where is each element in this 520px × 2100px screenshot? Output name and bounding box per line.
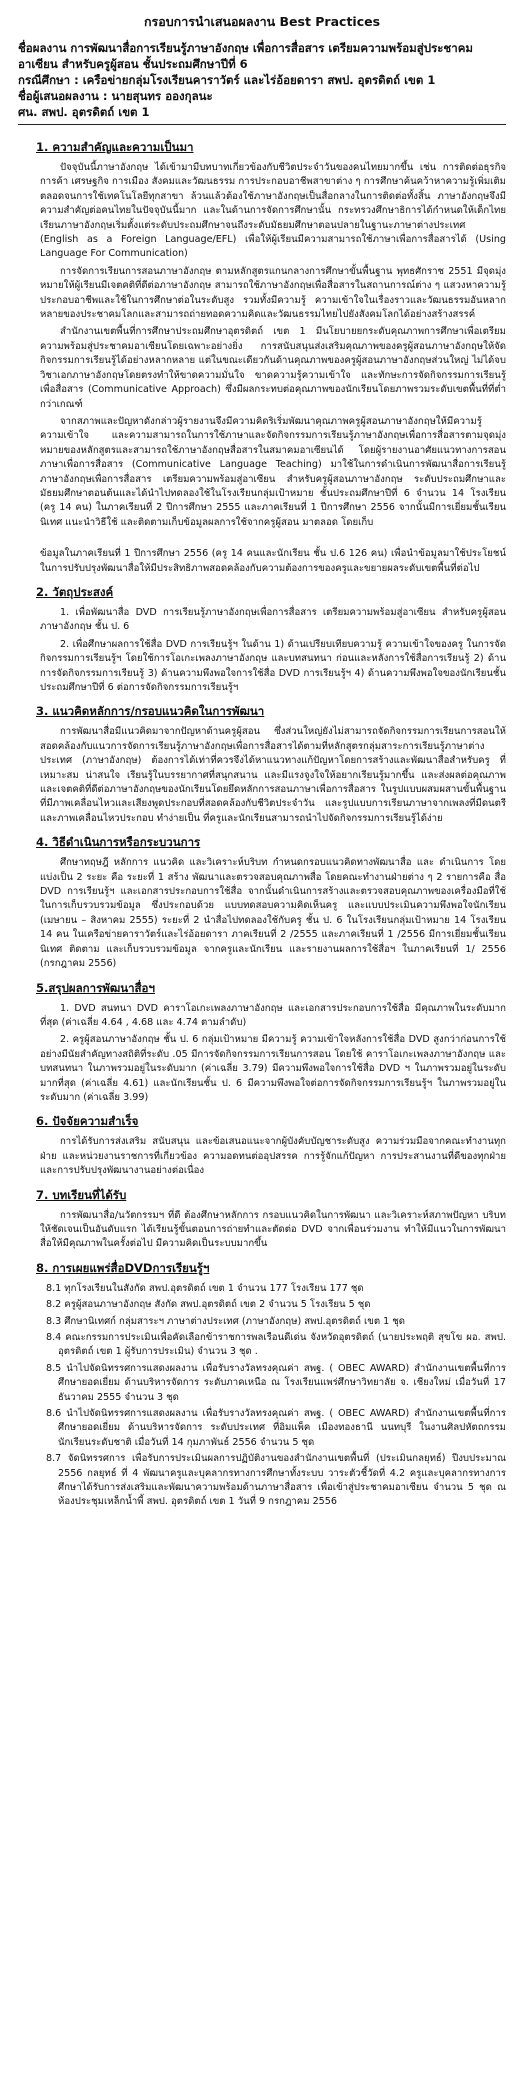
presenter-name: ชื่อผู้เสนอผลงาน : นายสุนทร อองกุลนะ [18, 89, 213, 103]
header-divider [18, 124, 506, 125]
section-results [36, 980, 506, 1106]
dissemination-item: 8.6 นำไปจัดนิทรรศการแสดงผลงาน เพื่อรับรางวัลทรงคุณค่า สพฐ. ( OBEC AWARD) สำนักงานเขตพื้นที่การศึกษายอดเยี่ยม ด้านบริหารจัดการ ระดับประเทศ ที่อิมแพ็ค เมืองทองธานี นนทบุรี ในงานศิลปหัตถกรรมนักเรียนระดับชาติ เมื่อวันที่ 14 กุมภาพันธ์ 2556 จำนวน 5 ชุด [46, 1408, 506, 1448]
section-dissemination [36, 1260, 506, 1510]
paragraph: ปัจจุบันนี้ภาษาอังกฤษ ได้เข้ามามีบทบาทเกี่ยวข้องกับชีวิตประจำวันของคนไทยมากขึ้น เช่น การติดต่อธุรกิจการค้า เศรษฐกิจ การเมือง สังคมและวัฒนธรรม การประกอบอาชีพสาขาต่าง ๆ การศึกษาค้นคว้าหาความรู้เพิ่มเติม ตลอดจนการใช้เทคโนโลยีทุกสาขา ล้วนแล้วต้องใช้ภาษาอังกฤษเป็นสื่อกลางในการติดต่อทั้งสิ้น ภาษาอังกฤษจึงมีความสำคัญต่อคนไทยในปัจจุบันนี้มาก และในด้านการจัดการศึกษานั้น กระทรวงศึกษาธิการได้กำหนดให้เด็กไทยเรียนภาษาอังกฤษเริ่มตั้งแต่ระดับประถมศึกษาจนถึงระดับมัธยมศึกษาตอนปลายในฐานะภาษาต่างประเทศ (English as a Foreign Language/EFL) เพื่อให้ผู้เรียนมีความสามารถใช้ภาษาเพื่อการสื่อสารได้ (Using Language For Communication) [40, 162, 506, 260]
dissemination-item: 8.7 จัดนิทรรศการ เพื่อรับการประเมินผลการปฏิบัติงานของสำนักงานเขตพื้นที่ (ประเมินกลยุทธ์) ปีงบประมาณ 2556 กลยุทธ์ ที่ 4 พัฒนาครูและบุคลากรทางการศึกษาทั้งระบบ วาระตัวชี้วัดที่ 4.2 ครูและบุคลากรทางการศึกษาได้รับการส่งเสริมและพัฒนาความพร้อมด้านภาษาสื่อสาร เพื่อเข้าสู่ประชาคมอาเซียน จำนวน 5 ชุด ณ ห้องประชุมเหล็กน้ำพี้ สพป. อุตรดิตถ์ เขต 1 วันที่ 9 กรกฎาคม 2556 [46, 1453, 506, 1508]
section-heading: 7. บทเรียนที่ได้รับ [36, 1187, 127, 1202]
dissemination-item: 8.4 คณะกรรมการประเมินเพื่อคัดเลือกข้าราชการพลเรือนดีเด่น จังหวัดอุตรดิตถ์ (นายประพฤติ สุขโข ผอ. สพป. อุตรดิตถ์ เขต 1 ผู้รับการประเมิน) จำนวน 3 ชุด . [46, 1332, 506, 1358]
paragraph: การพัฒนาสื่อมีแนวคิดมาจากปัญหาด้านครูผู้สอน ซึ่งส่วนใหญ่ยังไม่สามารถจัดกิจกรรมการเรียนการสอนให้สอดคล้องกับแนวการจัดการเรียนรู้ภาษาอังกฤษเพื่อการสื่อสารได้ตามที่หลักสูตรกลุ่มสาระการเรียนรู้ภาษาต่างประเทศ (ภาษาอังกฤษ) ต้องการได้เท่าที่ควรจึงได้หาแนวทางแก้ปัญหาโดยการสร้างและพัฒนาสื่อสำหรับครู ที่เหมาะสม น่าสนใจ เรียนรู้ในบรรยากาศที่สนุกสนาน และมีแรงจูงใจให้อยากเรียนรู้มากขึ้น และส่งผลต่อคุณภาพและเจตคติที่ดีต่อภาษาอังกฤษของนักเรียนโดยยึดหลักการสอนภาษาเพื่อการสื่อสาร ในรูปแบบผสมผสานขั้นพื้นฐาน ที่มีภาพเคลื่อนไหวและเสียงพูดประกอบที่สอดคล้องกับชีวิตประจำวัน และรูปแบบการเรียนภาษาจากเพลงที่มีดนตรีและภาพเคลื่อนไหวประกอบ ทำง่ายเป็น ที่ครูและนักเรียนสามารถนำไปจัดกิจกรรมการเรียนรู้ได้ง่าย [40, 726, 506, 824]
form-title: กรอบการนำเสนอผลงาน Best Practices [143, 14, 381, 29]
section-heading: 4. วิธีดำเนินการหรือกระบวนการ [36, 835, 201, 850]
presenter-office: ศน. สพป. อุตรดิตถ์ เขต 1 [18, 105, 150, 119]
section-importance [36, 139, 506, 576]
result-item: 2. ครูผู้สอนภาษาอังกฤษ ชั้น ป. 6 กลุ่มเป้าหมาย มีความรู้ ความเข้าใจหลังการใช้สื่อ DVD สูงกว่าก่อนการใช้อย่างมีนัยสำคัญทางสถิติที่ระดับ .05 มีการจัดกิจกรรมการเรียนการสอน โดยใช้ คาราโอเกะเพลงภาษาอังกฤษ และบทสนทนา ในภาพรวมอยู่ในระดับมาก (ค่าเฉลี่ย 3.79) มีความพึงพอใจการใช้สื่อ DVD ฯ ในภาพรวมอยู่ในระดับมากที่สุด (ค่าเฉลี่ย 4.61) และนักเรียนชั้น ป. 6 มีความพึงพอใจต่อการจัดกิจกรรมการเรียนรู้ฯ ในภาพรวมอยู่ในระดับมาก (ค่าเฉลี่ย 3.99) [40, 1034, 506, 1103]
case-study: กรณีศึกษา : เครือข่ายกลุ่มโรงเรียนคาราวัตร์ และไร่อ้อยดารา สพป. อุตรดิตถ์ เขต 1 [18, 73, 436, 87]
section-heading: 3. แนวคิดหลักการ/กรอบแนวคิดในการพัฒนา [36, 704, 265, 719]
section-heading: 6. ปัจจัยความสำเร็จ [36, 1114, 139, 1129]
paragraph: การพัฒนาสื่อ/นวัตกรรมฯ ที่ดี ต้องศึกษาหลักการ กรอบแนวคิดในการพัฒนา และวิเคราะห์สภาพปัญหา บริบทให้ชัดเจนเป็นอันดับแรก ได้เรียนรู้ขั้นตอนการถ่ายทำและตัดต่อ DVD จากเพื่อนร่วมงาน ทำให้มีแนวในการพัฒนาสื่อให้มีคุณภาพในครั้งต่อไป มีความคิดเป็นระบบมากขึ้น [40, 1209, 506, 1250]
paragraph: ศึกษาทฤษฎี หลักการ แนวคิด และวิเคราะห์บริบท กำหนดกรอบแนวคิดทางพัฒนาสื่อ และ ดำเนินการ โดย แบ่งเป็น 2 ระยะ คือ ระยะที่ 1 สร้าง พัฒนาและตรวจสอบคุณภาพสื่อ โดยคณะทำงานฝ่ายต่าง ๆ 2 รายการคือ สื่อ DVD การเรียนรู้ฯ และเอกสารประกอบการใช้สื่อ จากนั้นดำเนินการสร้างและตรวจสอบคุณภาพของเครื่องมือที่ใช้ในการเก็บรวบรวมข้อมูล ซึ่งประกอบด้วย แบบทดสอบความคิดเห็นครู และแบบประเมินความพึงพอใจนักเรียน (เมษายน – สิงหาคม 2555) ระยะที่ 2 นำสื่อไปทดลองใช้กับครู ชั้น ป. 6 ในโรงเรียนกลุ่มเป้าหมาย 14 โรงเรียน 14 คน ในเครือข่ายคาราวัตร์และไร่อ้อยดารา ภาคเรียนที่ 2 /2555 และภาคเรียนที่ 1 /2556 มีการเยี่ยมชั้นเรียน นิเทศ ติดตาม และเก็บรวบรวมข้อมูล จากครูและนักเรียน และรายงานผลการใช้สื่อฯ ในภาคเรียนที่ 1/ 2556 (กรกฎาคม 2556) [40, 857, 506, 970]
objective-item: 1. เพื่อพัฒนาสื่อ DVD การเรียนรู้ภาษาอังกฤษเพื่อการสื่อสาร เตรียมความพร้อมสู่อาเซียน สำหรับครูผู้สอนภาษาอังกฤษ ชั้น ป. 6 [40, 606, 506, 633]
section-lessons [36, 1187, 506, 1252]
section-heading: 1. ความสำคัญและความเป็นมา [36, 140, 194, 154]
section-heading: 5.สรุปผลการพัฒนาสื่อฯ [36, 980, 155, 995]
section-heading: 2. วัตถุประสงค์ [36, 584, 114, 599]
section-heading: 8. การเผยแพร่สื่อDVDการเรียนรู้ฯ [36, 1260, 210, 1275]
section-objectives [36, 584, 506, 695]
dissemination-item: 8.5 นำไปจัดนิทรรศการแสดงผลงาน เพื่อรับรางวัลทรงคุณค่า สพฐ. ( OBEC AWARD) สำนักงานเขตพื้นที่การศึกษายอดเยี่ยม ด้านบริหารจัดการ ระดับภาคเหนือ ณ โรงเรียนแพร่ศึกษาวิทยาลัย จ. เชียงใหม่ เมื่อวันที่ 17 ธันวาคม 2555 จำนวน 3 ชุด [46, 1362, 506, 1403]
dissemination-item: 8.2 ครูผู้สอนภาษาอังกฤษ สังกัด สพป.อุตรดิตถ์ เขต 2 จำนวน 5 โรงเรียน 5 ชุด [46, 1299, 371, 1311]
paragraph: จากสภาพและปัญหาดังกล่าวผู้รายงานจึงมีความคิดริเริ่มพัฒนาคุณภาพครูผู้สอนภาษาอังกฤษให้มีความรู้ ความเข้าใจ และความสามารถในการใช้ภาษาและจัดกิจกรรมการเรียนรู้ภาษาอังกฤษเพื่อการสื่อสารตามจุดมุ่งหมายของหลักสูตรและสามารถใช้ภาษาอังกฤษสื่อสารในสมาคมอาเซียนได้ โดยผู้รายงานอาศัยแนวทางการสอนภาษาเพื่อการสื่อสาร (Communicative Language Teaching) มาใช้ในการดำเนินการพัฒนาสื่อการเรียนรู้ภาษาอังกฤษเพื่อการสื่อสาร เตรียมความพร้อมสู่อาเซียน สำหรับครูผู้สอนภาษาอังกฤษ ระดับประถมศึกษาและมัธยมศึกษาตอนต้นและได้นำไปทดลองใช้ในโรงเรียนกลุ่มเป้าหมาย ชั้นประถมศึกษาปีที่ 6 จำนวน 14 โรงเรียน (ครู 14 คน) ในภาคเรียนที่ 2 ปีการศึกษา 2555 และภาคเรียนที่ 1 ปีการศึกษา 2556 จากนั้นมีการเยี่ยมชั้นเรียน นิเทศ แนะนำวิธีใช้ และติดตามเก็บข้อมูลผลการใช้จากครูผู้สอน มาตลอด โดยเก็บ [40, 415, 506, 528]
work-name: ชื่อผลงาน การพัฒนาสื่อการเรียนรู้ภาษาอังกฤษ เพื่อการสื่อสาร เตรียมความพร้อมสู่ประชาคมอาเซียน สำหรับครูผู้สอน ชั้นประถมศึกษาปีที่ 6 [18, 41, 473, 71]
section-concept [36, 703, 506, 826]
section-method [36, 834, 506, 971]
result-item: 1. DVD สนทนา DVD คาราโอเกะเพลงภาษาอังกฤษ และเอกสารประกอบการใช้สื่อ มีคุณภาพในระดับมากที่สุด (ค่าเฉลี่ย 4.64 , 4.68 และ 4.74 ตามลำดับ) [40, 1002, 506, 1028]
paragraph: ข้อมูลในภาคเรียนที่ 1 ปีการศึกษา 2556 (ครู 14 คนและนักเรียน ชั้น ป.6 126 คน) เพื่อนำข้อมูลมาใช้ประโยชน์ในการปรับปรุงพัฒนาสื่อให้มีประสิทธิภาพสอดคล้องกับความต้องการของครูและขยายผลระดับเขตพื้นที่ต่อไป [40, 548, 506, 574]
section-success-factors [36, 1113, 506, 1178]
paragraph: การได้รับการส่งเสริม สนับสนุน และข้อเสนอแนะจากผู้บังคับบัญชาระดับสูง ความร่วมมือจากคณะทำงานทุกฝ่าย และหน่วยงานราชการที่เกี่ยวข้อง ความอดทนต่ออุปสรรค การรู้จักแก้ปัญหา การประสานงานที่ดีของทุกฝ่าย และการปรับปรุงพัฒนางานอย่างต่อเนื่อง [40, 1136, 506, 1177]
paragraph: การจัดการเรียนการสอนภาษาอังกฤษ ตามหลักสูตรแกนกลางการศึกษาขั้นพื้นฐาน พุทธศักราช 2551 มีจุดมุ่งหมายให้ผู้เรียนมีเจตคติที่ดีต่อภาษาอังกฤษ สามารถใช้ภาษาอังกฤษเพื่อสื่อสารในสถานการณ์ต่าง ๆ แสวงหาความรู้ ประกอบอาชีพและใช้ในการศึกษาต่อในระดับสูง รวมทั้งมีความรู้ ความเข้าใจในเรื่องราวและวัฒนธรรมอันหลากหลายของประชาคมโลกและสามารถถ่ายทอดความคิดและวัฒนธรรมไทยไปยังสังคมโลกได้อย่างสร้างสรรค์ [40, 265, 506, 321]
dissemination-item: 8.1 ทุกโรงเรียนในสังกัด สพป.อุตรดิตถ์ เขต 1 จำนวน 177 โรงเรียน 177 ชุด [46, 1282, 364, 1294]
dissemination-item: 8.3 ศึกษานิเทศก์ กลุ่มสาระฯ ภาษาต่างประเทศ (ภาษาอังกฤษ) สพป.อุตรดิตถ์ เขต 1 ชุด [46, 1315, 406, 1327]
objective-item: 2. เพื่อศึกษาผลการใช้สื่อ DVD การเรียนรู้ฯ ในด้าน 1) ด้านเปรียบเทียบความรู้ ความเข้าใจของครู ในการจัดกิจกรรมการเรียนรู้ฯ โดยใช้การโอเกะเพลงภาษาอังกฤษ และบทสนทนา ก่อนและหลังการใช้สื่อการเรียนรู้ 2) ด้านการจัดกิจกรรมการเรียนรู้ 3) ด้านความพึงพอใจการใช้สื่อ DVD การเรียนรู้ฯ 4) ด้านความพึงพอใจของนักเรียนชั้นประถมศึกษาปีที่ 6 ต่อการจัดกิจกรรมการเรียนรู้ฯ [40, 638, 506, 693]
paragraph: สำนักงานเขตพื้นที่การศึกษาประถมศึกษาอุตรดิตถ์ เขต 1 มีนโยบายยกระดับคุณภาพการศึกษาเพื่อเตรียมความพร้อมสู่ประชาคมอาเซียนโดยเฉพาะอย่างยิ่ง การสนับสนุนส่งเสริมคุณภาพของครูผู้สอนภาษาอังกฤษให้จัดกิจกรรมการเรียนรู้ได้อย่างหลากหลาย แต่ในขณะเดียวกันด้านคุณภาพของครูผู้สอนภาษาอังกฤษส่วนใหญ่ ไม่ได้จบวิชาเอกภาษาอังกฤษโดยตรงทำให้ขาดความมั่นใจ ขาดความรู้ความเข้าใจ และทักษะการจัดกิจกรรมการเรียนรู้เพื่อสื่อสาร (Communicative Approach) ซึ่งมีผลกระทบต่อคุณภาพของนักเรียนโดยภาพรวมระดับเขตพื้นที่ที่ต่ำกว่าเกณฑ์ [40, 326, 506, 410]
